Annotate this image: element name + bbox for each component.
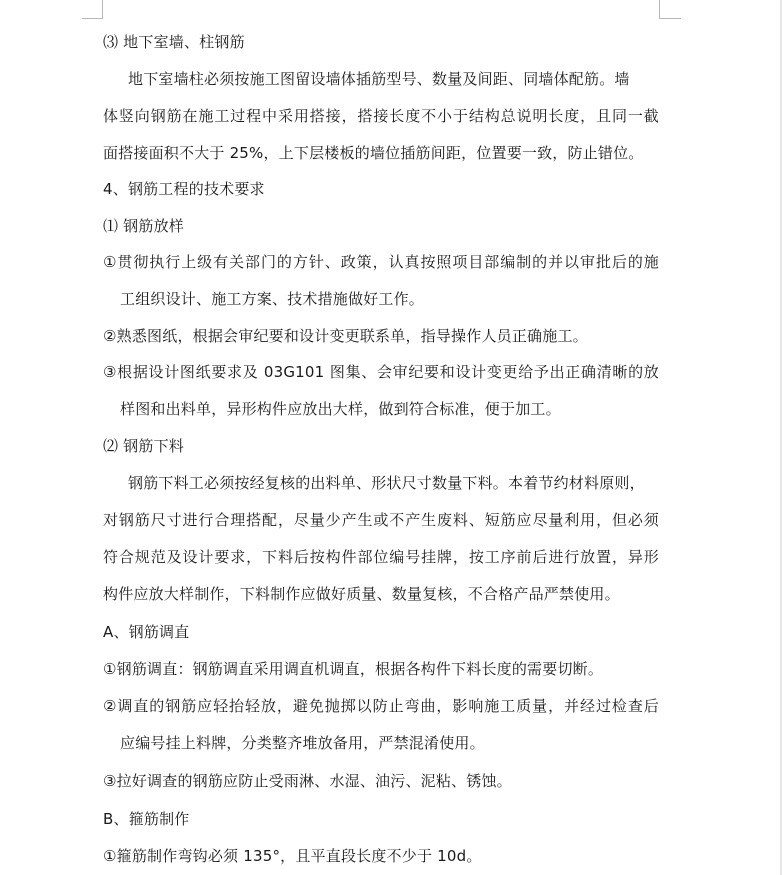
crop-mark-top-right (659, 0, 660, 19)
list-item: ①钢筋调直：钢筋调直采用调直机调直，根据各构件下料长度的需要切断。 (103, 660, 604, 678)
crop-mark-top-left (102, 0, 103, 19)
crop-mark-top-right (659, 18, 681, 19)
paragraph-line: 符合规范及设计要求，下料后按构件部位编号挂牌，按工序前后进行放置，异形 (103, 548, 659, 566)
paragraph-line: 钢筋下料工必须按经复核的出料单、形状尺寸数量下料。本着节约材料原则， (128, 474, 645, 492)
paragraph-line: 面搭接面积不大于 25%，上下层楼板的墙位插筋间距，位置要一致，防止错位。 (103, 144, 644, 162)
crop-mark-top-left (82, 18, 103, 19)
paragraph-line: 对钢筋尺寸进行合理搭配，尽量少产生或不产生废料、短筋应尽量利用，但必须 (103, 511, 659, 529)
list-item: ①贯彻执行上级有关部门的方针、政策，认真按照项目部编制的并以审批后的施 (103, 253, 659, 271)
list-item-continuation: 样图和出料单，异形构件应放出大样，做到符合标准，便于加工。 (120, 400, 561, 418)
list-item-continuation: 工组织设计、施工方案、技术措施做好工作。 (120, 290, 425, 308)
subsection-heading: ⑴ 钢筋放样 (103, 217, 184, 235)
list-item: ③拉好调查的钢筋应防止受雨淋、水湿、油污、泥粘、锈蚀。 (103, 772, 512, 790)
list-item: ②调直的钢筋应轻抬轻放，避免抛掷以防止弯曲，影响施工质量，并经过检查后 (103, 697, 659, 715)
list-item: ③根据设计图纸要求及 03G101 图集、会审纪要和设计变更给予出正确清晰的放 (103, 363, 659, 381)
section-heading: ⑶ 地下室墙、柱钢筋 (103, 33, 245, 51)
paragraph-line: 地下室墙柱必须按施工图留设墙体插筋型号、数量及间距、同墙体配筋。墙 (128, 70, 630, 88)
paragraph-line: 体竖向钢筋在施工过程中采用搭接，搭接长度不小于结构总说明长度，且同一截 (103, 107, 659, 125)
list-item-continuation: 应编号挂上料牌，分类整齐堆放备用，严禁混淆使用。 (120, 734, 485, 752)
subsection-heading: B、箍筋制作 (103, 810, 190, 828)
list-item: ②熟悉图纸，根据会审纪要和设计变更联系单，指导操作人员正确施工。 (103, 327, 588, 345)
list-item: ①箍筋制作弯钩必须 135°，且平直段长度不少于 10d。 (103, 847, 482, 865)
subsection-heading: ⑵ 钢筋下料 (103, 437, 184, 455)
subsection-heading: A、钢筋调直 (103, 623, 190, 641)
paragraph-line: 构件应放大样制作，下料制作应做好质量、数量复核，不合格产品严禁使用。 (103, 585, 620, 603)
section-heading: 4、钢筋工程的技术要求 (103, 180, 265, 198)
